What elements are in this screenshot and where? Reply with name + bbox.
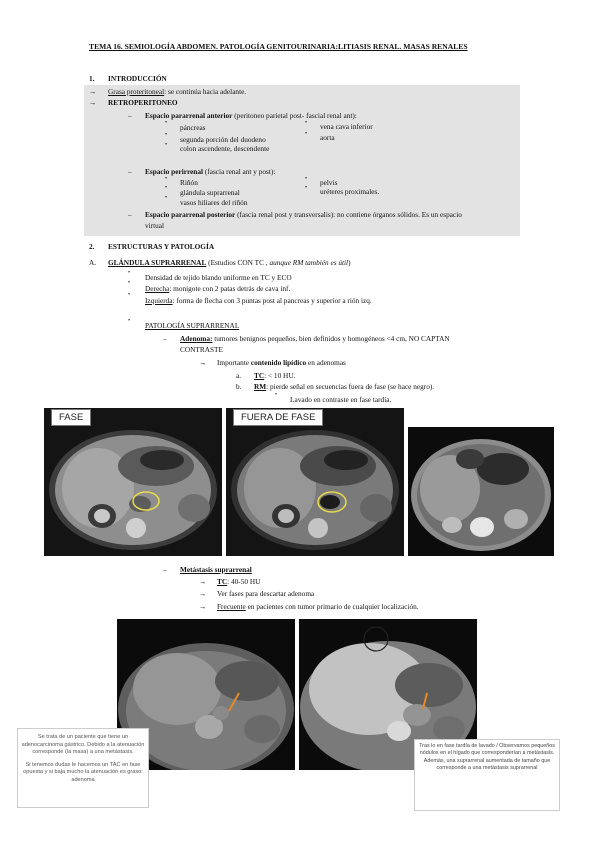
metastasis-heading: Metástasis suprarrenal — [180, 565, 252, 574]
bullet-icon: • — [165, 142, 168, 148]
pararrenal-posterior-line: Espacio pararrenal posterior (fascia renal post y transversalis): no contiene órganos sólidos. Es un espacio — [145, 210, 462, 219]
bullet-icon: • — [128, 270, 131, 276]
note-right: Tras lo en fase tardía de lavado / Observamos pequeños nódulos en el hígado que corresponderían a metástasis. Además, una suprarrenal aumentada de tamaño que corresponde a una metástasis suprarrenal — [414, 739, 560, 811]
peri-item-ureteres: uréteres proximales. — [320, 187, 380, 196]
arrow-icon: → — [199, 577, 207, 586]
bullet-icon: • — [165, 195, 168, 201]
rm-line: RM: pierde señal en secuencias fuera de fase (se hace negro). — [254, 382, 435, 391]
bullet-icon: • — [165, 132, 168, 138]
derecha-line: Derecha: monigote con 2 patas detrás de cava inf. — [145, 284, 291, 293]
retroperitoneo-heading: RETROPERITONEO — [108, 98, 178, 107]
dash-icon: – — [128, 111, 132, 120]
section-2-number: 2. — [89, 242, 95, 251]
arrow-icon: → — [199, 602, 207, 611]
importante-line: Importante contenido lipídico en adenomas — [217, 358, 346, 367]
met-tc-line: TC: 40-50 HU — [217, 577, 261, 586]
dash-icon: – — [163, 334, 167, 343]
dash-icon: – — [128, 210, 132, 219]
arrow-icon: → — [89, 98, 97, 107]
perirrenal-line: Espacio perirrenal (fascia renal ant y post): — [145, 167, 276, 176]
pararrenal-anterior-line: Espacio pararrenal anterior (peritoneo parietal post- fascial renal ant): — [145, 111, 357, 120]
tc-line: TC: < 10 HU. — [254, 371, 296, 380]
lavado-line: Lavado en contraste en fase tardía. — [290, 395, 392, 404]
bullet-icon: • — [165, 176, 168, 182]
page-title: TEMA 16. SEMIOLOGÍA ABDOMEN. PATOLOGÍA GENITOURINARIA:LITIASIS RENAL. MASAS RENALES — [89, 42, 468, 51]
densidad-line: Densidad de tejido blando uniforme en TC y ECO — [145, 273, 292, 282]
bullet-icon: • — [275, 392, 278, 398]
adenoma-line: Adenoma: tumores benignos pequeños, bien definidos y homogéneos <4 cm, NO CAPTAN — [180, 334, 450, 343]
pararrenal-posterior-line-2: virtual — [145, 221, 165, 230]
image-label-fuera-de-fase: FUERA DE FASE — [233, 409, 323, 426]
section-2-heading: ESTRUCTURAS Y PATOLOGÍA — [108, 242, 215, 251]
izquierda-line: Izquierda: forma de flecha con 3 puntas post al pancreas y superior a rión izq. — [145, 296, 372, 305]
mri-image-fuera-de-fase — [226, 408, 404, 556]
dash-icon: – — [163, 565, 167, 574]
section-1-heading: INTRODUCCIÓN — [108, 74, 167, 83]
peri-item-vasos: vasos hiliares del riñón — [180, 198, 248, 207]
met-frecuente-line: Frecuente en pacientes con tumor primario de cualquier localización. — [217, 602, 419, 611]
item-b-letter: b. — [236, 382, 242, 391]
glandula-suprarrenal-line: GLÁNDULA SUPRARRENAL (Estudios CON TC , aunque RM también es útil) — [108, 258, 351, 267]
dash-icon: – — [128, 167, 132, 176]
peri-item-rinon: Riñón — [180, 178, 198, 187]
arrow-icon: → — [199, 358, 207, 367]
subsection-a-letter: A. — [89, 258, 97, 267]
patologia-suprarrenal-heading: PATOLOGÍA SUPRARRENAL — [145, 321, 240, 330]
ant-item-cava: vena cava inferior — [320, 122, 373, 131]
bullet-icon: • — [305, 131, 308, 137]
arrow-icon: → — [199, 589, 207, 598]
ant-item-aorta: aorta — [320, 133, 335, 142]
peri-item-glandula: glándula suprarrenal — [180, 188, 240, 197]
image-label-fase: FASE — [51, 409, 91, 426]
note-left: Se trata de un paciente que tiene un adenocarcinoma gástrico. Debido a la atenuación corresponde (la masa) a una metástasis. Si tenemos dudas le hacemos un TAC en fase opuesta y si baja mucho la atenuación es graso: adenoma — [17, 728, 149, 808]
ct-image-adenoma — [408, 427, 554, 556]
arrow-icon: → — [89, 87, 97, 96]
bullet-icon: • — [128, 280, 131, 286]
grasa-line: Grasa proteritoneal: se continúa hacia adelante. — [108, 87, 247, 96]
mri-image-fase — [44, 408, 222, 556]
bullet-icon: • — [305, 120, 308, 126]
ant-item-pancreas: páncreas — [180, 123, 206, 132]
bullet-icon: • — [165, 120, 168, 126]
ant-item-duodeno: segunda porción del duodeno — [180, 135, 266, 144]
bullet-icon: • — [305, 185, 308, 191]
bullet-icon: • — [165, 185, 168, 191]
peri-item-pelvis: pelvis — [320, 178, 338, 187]
ant-item-colon: colon ascendente, descendente — [180, 144, 270, 153]
bullet-icon: • — [305, 176, 308, 182]
met-fases-line: Ver fases para descartar adenoma — [217, 589, 315, 598]
item-a-letter: a. — [236, 371, 242, 380]
bullet-icon: • — [128, 318, 131, 324]
section-1-number: 1. — [89, 74, 95, 83]
adenoma-line-2: CONTRASTE — [180, 345, 223, 354]
bullet-icon: • — [128, 292, 131, 298]
